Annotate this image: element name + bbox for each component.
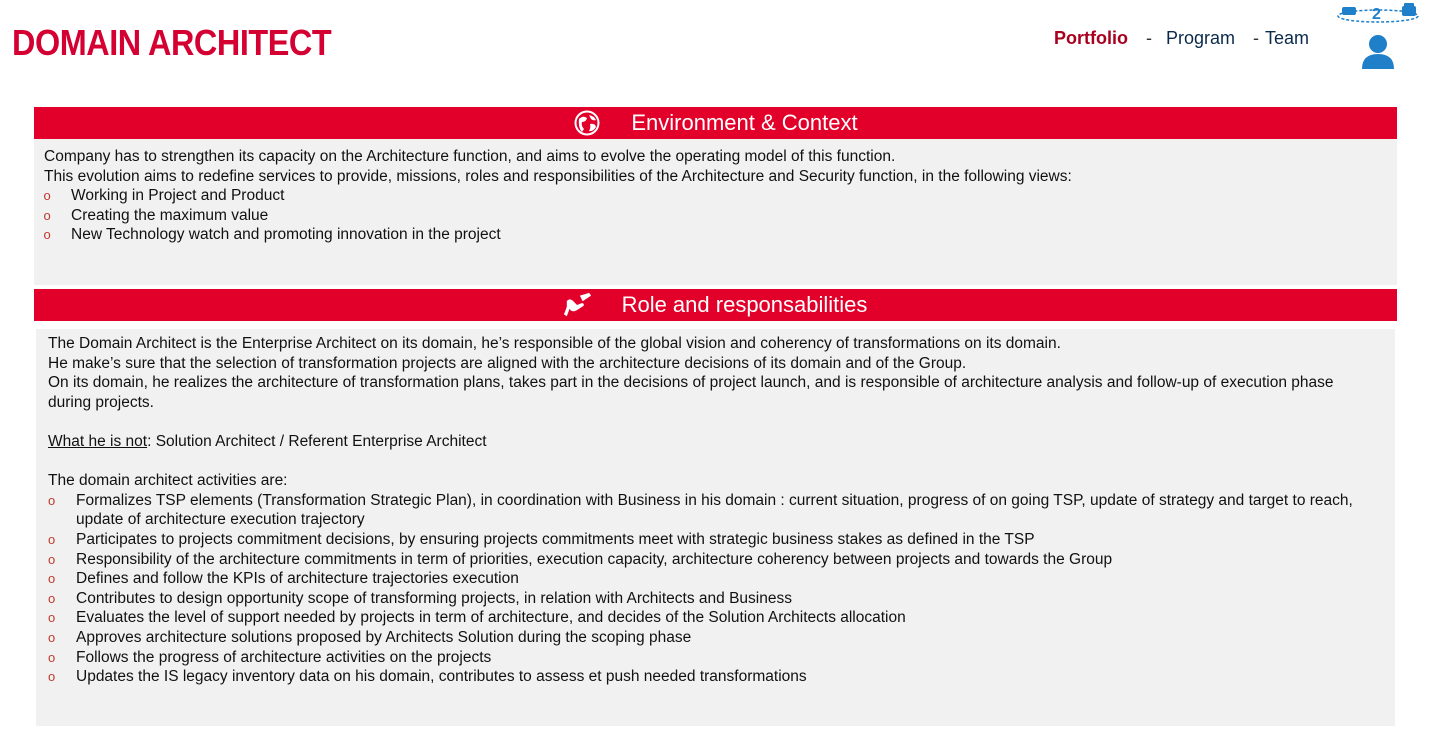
page-title: DOMAIN ARCHITECT	[12, 22, 332, 63]
team-logo	[1336, 2, 1420, 72]
nav-separator: -	[1146, 28, 1152, 48]
nav-team[interactable]: Team	[1265, 28, 1310, 48]
role-paragraph-1: The Domain Architect is the Enterprise Architect on its domain, he’s responsible of the global vision and coherency of transformations on its domain.	[48, 335, 1061, 352]
list-item: o Updates the IS legacy inventory data on his domain, contributes to assess et push needed transformations	[48, 668, 807, 686]
environment-intro-2: This evolution aims to redefine services to provide, missions, roles and responsibilities of the Architecture and Security function, in the following views:	[44, 167, 1072, 185]
list-item: o New Technology watch and promoting innovation in the project	[43, 226, 501, 244]
list-item: o Defines and follow the KPIs of architecture trajectories execution	[48, 570, 519, 588]
bullet-marker: o	[48, 669, 56, 685]
list-item: o Creating the maximum value	[43, 206, 269, 224]
role-header	[34, 289, 1397, 321]
what-he-is-not	[48, 432, 1355, 452]
environment-header	[34, 107, 1397, 139]
team-logo-icon	[1336, 2, 1420, 72]
bullet-marker: o	[43, 207, 51, 223]
role-heading: Role and responsabilities	[621, 292, 868, 317]
nav-program[interactable]: Program	[1166, 28, 1236, 48]
bullet-marker: o	[48, 531, 56, 547]
environment-intro-1: Company has to strengthen its capacity on the Architecture function, and aims to evolve the operating model of this function.	[44, 148, 896, 165]
bullet-marker: o	[48, 610, 56, 626]
what-he-is-not-value: : Solution Architect / Referent Enterprise Architect	[147, 432, 487, 450]
bullet-marker: o	[43, 227, 51, 243]
list-item: o Follows the progress of architecture activities on the projects	[48, 648, 492, 666]
bullet-marker: o	[48, 492, 56, 508]
bullet-marker: o	[48, 649, 56, 665]
environment-bullet-list	[44, 186, 1397, 245]
role-paragraph-2: He make’s sure that the selection of transformation projects are aligned with the architecture decisions of its domain and of the Group.	[48, 354, 967, 372]
nav-separator: -	[1253, 28, 1260, 48]
activities-list	[48, 491, 1355, 687]
hand-pen-icon	[564, 291, 592, 319]
list-item: o Approves architecture solutions proposed by Architects Solution during the scoping phase	[48, 628, 692, 646]
environment-body	[34, 139, 1397, 285]
nav-portfolio[interactable]: Portfolio	[1054, 28, 1128, 48]
bullet-marker: o	[48, 571, 56, 587]
role-paragraph-3: On its domain, he realizes the architecture of transformation plans, takes part in the decisions of project launch, and is responsible of architecture analysis and follow-up of execution phase during projects.	[48, 374, 1334, 411]
breadcrumb-nav	[1054, 28, 1309, 49]
list-item: o Participates to projects commitment decisions, by ensuring projects commitments meet with strategic business stakes as defined in the TSP	[48, 530, 1035, 548]
activities-intro: The domain architect activities are:	[48, 472, 288, 490]
list-item: o Contributes to design opportunity scope of transforming projects, in relation with Architects and Business	[48, 589, 792, 607]
list-item: o Responsibility of the architecture commitments in term of priorities, execution capacity, architecture coherency between projects and towards the Group	[48, 550, 1113, 568]
list-item: o Working in Project and Product	[43, 187, 285, 205]
list-item: o Formalizes TSP elements (Transformation Strategic Plan), in coordination with Business in his domain : current situation, progress of on going TSP, update of strategy and target to reach, update of architecture execution trajectory	[48, 491, 1353, 529]
globe-icon	[573, 109, 601, 137]
bullet-marker: o	[48, 551, 56, 567]
role-body	[36, 329, 1395, 726]
bullet-marker: o	[48, 629, 56, 645]
logo-number: 2	[1372, 6, 1381, 23]
what-he-is-not-label: What he is not	[48, 432, 148, 450]
bullet-marker: o	[43, 188, 51, 204]
environment-heading: Environment & Context	[631, 110, 858, 135]
list-item: o Evaluates the level of support needed by projects in term of architecture, and decides of the Solution Architects allocation	[48, 609, 906, 627]
bullet-marker: o	[48, 590, 56, 606]
